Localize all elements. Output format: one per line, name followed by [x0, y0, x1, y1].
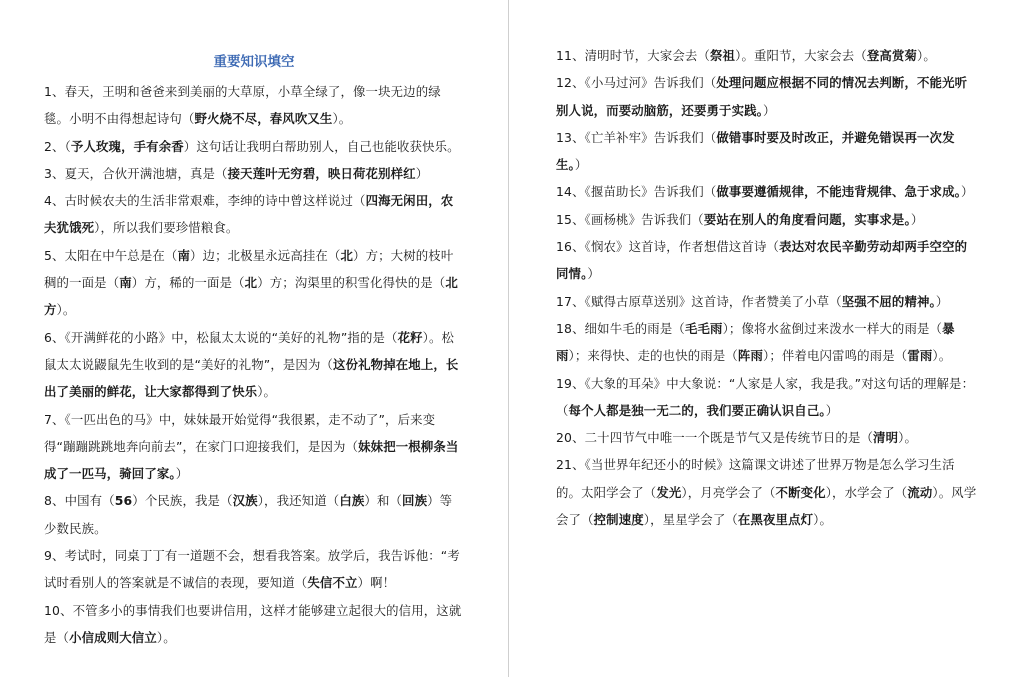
question-text: 16、《悯农》这首诗，作者想借这首诗（ — [556, 239, 780, 255]
question-item — [556, 233, 978, 288]
question-text: ），所以我们要珍惜粮食。 — [94, 220, 239, 236]
question-item — [44, 133, 464, 160]
question-text: 12、《小马过河》告诉我们（ — [556, 75, 717, 91]
question-text: ）；来得快、走的也快的雨是（ — [568, 348, 738, 364]
answer-text: 花籽 — [397, 329, 423, 345]
question-list-left — [44, 78, 464, 651]
question-text: ） — [763, 102, 776, 118]
answer-text: 南 — [119, 275, 132, 291]
question-item — [556, 315, 978, 370]
answer-text: 每个人都是独一无二的，我们要正确认识自己。 — [568, 402, 826, 418]
answer-text: 做事要遵循规律，不能违背规律、急于求成。 — [716, 184, 961, 200]
answer-text: 失信不立 — [307, 575, 358, 591]
answer-text: 表达对农民辛勤劳动却两手空空的同情。 — [556, 239, 968, 282]
answer-text: 这份礼物掉在地上，长出了美丽的鲜花，让大家都得到了快乐 — [44, 356, 459, 400]
answer-text: 56 — [114, 493, 133, 509]
answer-text: 汉族 — [232, 493, 258, 509]
question-text: 8、中国有（ — [44, 493, 115, 509]
question-text: ）。松鼠太太说鼹鼠先生收到的是“美好的礼物”，是因为（ — [44, 329, 455, 372]
question-text: 1、春天，王明和爸爸来到美丽的大草原，小草全绿了，像一块无边的绿毯。小明不由得想起诗句（ — [44, 84, 441, 127]
answer-text: 不断变化 — [775, 484, 826, 500]
question-text: ）。 — [813, 512, 833, 528]
question-text: 2、（ — [44, 138, 71, 154]
answer-text: 在黑夜里点灯 — [737, 512, 814, 528]
question-item — [44, 406, 464, 488]
answer-text: 北方 — [44, 275, 458, 318]
question-text: 11、清明时节，大家会去（ — [556, 48, 711, 63]
answer-text: 妹妹把一根柳条当成了一匹马，骑回了家。 — [44, 438, 459, 482]
question-item — [556, 178, 978, 205]
question-text: ）这句话让我明白帮助别人，自己也能收获快乐。 — [183, 138, 460, 154]
question-item — [556, 370, 978, 425]
page-divider — [508, 0, 509, 677]
question-text: ）和（ — [364, 493, 403, 509]
question-text: 9、考试时，同桌丁丁有一道题不会，想看我答案。放学后，我告诉他：“考试时看别人的答案就是不诚信的表现，要知道（ — [44, 548, 460, 591]
question-text: ）个民族，我是（ — [132, 493, 233, 509]
question-text: ） — [910, 211, 924, 227]
answer-text: 处理问题应根据不同的情况去判断，不能光听别人说，而要动脑筋，还要勇于实践。 — [556, 75, 968, 118]
question-text: ） — [935, 293, 949, 309]
question-item — [556, 288, 978, 315]
question-list-right — [556, 42, 978, 533]
question-text: ），月亮学会了（ — [681, 484, 776, 500]
page-left — [0, 0, 508, 677]
answer-text: 祭祖 — [710, 48, 736, 63]
question-item — [556, 42, 978, 69]
question-text: ）啊！ — [357, 575, 396, 591]
question-text: 5、太阳在中午总是在（ — [44, 247, 178, 263]
question-text: ） — [574, 157, 588, 173]
question-item — [44, 597, 464, 652]
question-text: ）方，稀的一面是（ — [131, 275, 245, 291]
question-text: ） — [960, 184, 974, 200]
question-text: ）。 — [932, 348, 952, 364]
question-text: 7、《一匹出色的马》中，妹妹最开始觉得“我很累，走不动了”，后来变得“蹦蹦跳跳地奔向前去”，在家门口迎接我们，是因为（ — [44, 411, 436, 454]
question-text: ）。重阳节，大家会去（ — [735, 48, 867, 63]
question-text: ）。 — [156, 629, 176, 645]
question-item — [556, 424, 978, 451]
question-text: ），水学会了（ — [825, 484, 908, 500]
question-text: 6、《开满鲜花的小路》中，松鼠太太说的“美好的礼物”指的是（ — [44, 329, 398, 345]
answer-text: 接天莲叶无穷碧，映日荷花别样红 — [227, 165, 416, 181]
question-text: 15、《画杨桃》告诉我们（ — [556, 211, 704, 227]
question-item — [556, 69, 978, 124]
question-item — [44, 242, 464, 324]
question-text: ）；伴着电闪雷鸣的雨是（ — [763, 348, 908, 364]
question-text: ）等少数民族。 — [44, 493, 453, 536]
question-text: ）。 — [332, 111, 352, 127]
question-text: ）。 — [56, 302, 76, 318]
answer-text: 清明 — [873, 430, 899, 446]
question-text: ），我还知道（ — [257, 493, 340, 509]
answer-text: 南 — [177, 247, 190, 263]
question-text: ）。 — [917, 48, 936, 63]
question-text: ）。 — [257, 384, 277, 400]
question-text: 19、《大象的耳朵》中大象说：“人家是人家，我是我。”对这句话的理解是：（ — [556, 375, 975, 418]
question-text: 21、《当世界年纪还小的时候》这篇课文讲述了世界万物是怎么学习生活的。太阳学会了（ — [556, 457, 955, 500]
answer-text: 控制速度 — [593, 512, 644, 528]
question-text: 4、古时候农夫的生活非常艰难，李绅的诗中曾这样说过（ — [44, 193, 366, 209]
answer-text: 北 — [244, 275, 258, 291]
answer-text: 小信成则大信立 — [69, 629, 157, 645]
question-text: 10、不管多小的事情我们也要讲信用，这样才能够建立起很大的信用，这就是（ — [44, 602, 462, 645]
page-title: 重要知识填空 — [213, 54, 295, 70]
answer-text: 予人玫瑰，手有余香 — [70, 138, 184, 154]
question-text: ）。 — [898, 430, 918, 446]
answer-text: 野火烧不尽，春风吹又生 — [194, 111, 333, 127]
answer-text: 雷雨 — [907, 348, 933, 364]
question-item — [44, 324, 464, 406]
answer-text: 做错事时要及时改正，并避免错误再一次发生。 — [556, 129, 955, 173]
question-item — [44, 542, 464, 597]
question-text: ），星星学会了（ — [643, 512, 738, 528]
page-right — [510, 0, 1024, 677]
question-text: 20、二十四节气中唯一一个既是节气又是传统节日的是（ — [556, 430, 874, 446]
question-text: ） — [587, 266, 600, 282]
answer-text: 要站在别人的角度看问题，实事求是。 — [703, 211, 911, 227]
question-item — [44, 487, 464, 542]
answer-text: 阵雨 — [737, 348, 764, 364]
question-item — [556, 206, 978, 233]
question-text: 18、细如牛毛的雨是（ — [556, 320, 685, 336]
question-text: ） — [825, 402, 839, 418]
answer-text: 四海无闲田，农夫犹饿死 — [44, 193, 454, 236]
answer-text: 登高赏菊 — [866, 48, 918, 63]
answer-text: 流动 — [907, 484, 933, 500]
question-text: ）。风学会了（ — [556, 484, 977, 528]
question-text: 17、《赋得古原草送别》这首诗，作者赞美了小草（ — [556, 293, 842, 309]
answer-text: 坚强不屈的精神。 — [841, 293, 936, 309]
question-text: ）方；沟渠里的积雪化得快的是（ — [257, 275, 446, 291]
answer-text: 发光 — [656, 484, 682, 500]
answer-text: 毛毛雨 — [684, 320, 723, 336]
question-text: ）边；北极星永远高挂在（ — [190, 247, 341, 263]
question-text: ）；像将水盆倒过来泼水一样大的雨是（ — [722, 320, 943, 336]
question-item — [44, 78, 464, 133]
question-text: ） — [175, 466, 189, 482]
question-text: 3、夏天，合伙开满池塘，真是（ — [44, 165, 228, 181]
question-item — [556, 124, 978, 179]
answer-text: 白族 — [339, 493, 365, 509]
question-text: ）方；大树的枝叶稠的一面是（ — [44, 247, 454, 291]
question-item — [44, 187, 464, 242]
answer-text: 回族 — [402, 493, 428, 509]
question-item — [556, 451, 978, 533]
answer-text: 暴雨 — [556, 320, 955, 364]
question-text: 14、《揠苗助长》告诉我们（ — [556, 184, 717, 200]
question-text: 13、《亡羊补牢》告诉我们（ — [556, 129, 717, 145]
question-item — [44, 160, 464, 187]
question-text: ） — [415, 165, 429, 181]
answer-text: 北 — [340, 247, 354, 263]
